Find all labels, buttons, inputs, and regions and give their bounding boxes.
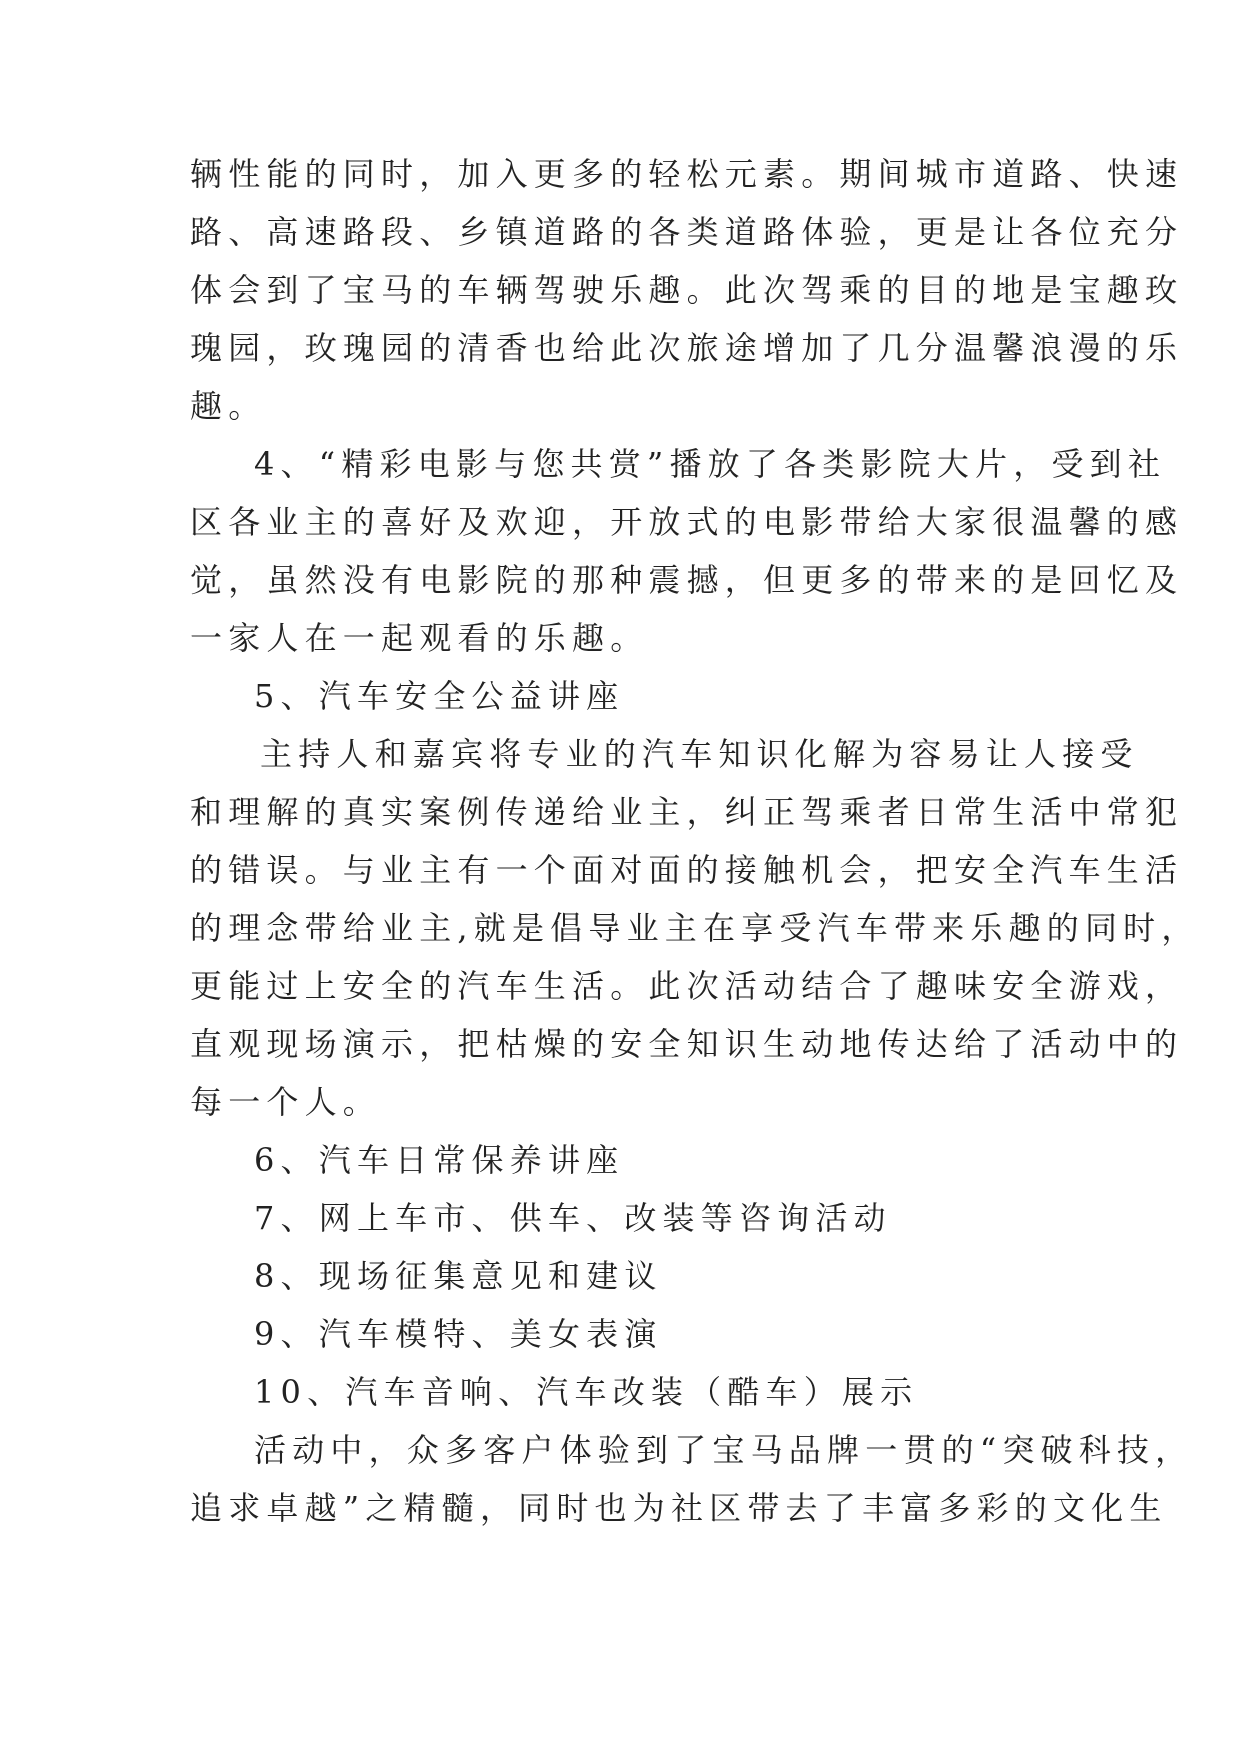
text-line: 体会到了宝马的车辆驾驶乐趣。此次驾乘的目的地是宝趣玫 — [190, 271, 1184, 309]
list-item-4: 4、“精彩电影与您共赏”播放了各类影院大片，受到社 — [254, 445, 1167, 483]
text-line: 瑰园，玫瑰园的清香也给此次旅途增加了几分温馨浪漫的乐 — [190, 329, 1184, 367]
text-line: 的理念带给业主,就是倡导业主在享受汽车带来乐趣的同时， — [190, 909, 1200, 947]
paragraph-start: 活动中，众多客户体验到了宝马品牌一贯的“突破科技， — [254, 1431, 1194, 1469]
text-line: 的错误。与业主有一个面对面的接触机会，把安全汽车生活 — [190, 851, 1184, 889]
list-item-8: 8、现场征集意见和建议 — [254, 1257, 663, 1295]
text-line: 追求卓越”之精髓，同时也为社区带去了丰富多彩的文化生 — [190, 1489, 1168, 1527]
text-line: 趣。 — [190, 387, 267, 425]
text-line: 和理解的真实案例传递给业主，纠正驾乘者日常生活中常犯 — [190, 793, 1184, 831]
text-line: 直观现场演示，把枯燥的安全知识生动地传达给了活动中的 — [190, 1025, 1184, 1063]
text-line: 每一个人。 — [190, 1083, 382, 1121]
text-line: 区各业主的喜好及欢迎，开放式的电影带给大家很温馨的感 — [190, 503, 1184, 541]
list-item-10: 10、汽车音响、汽车改装（酷车）展示 — [254, 1373, 919, 1411]
list-item-7: 7、网上车市、供车、改装等咨询活动 — [254, 1199, 892, 1237]
text-line: 一家人在一起观看的乐趣。 — [190, 619, 649, 657]
text-line: 更能过上安全的汽车生活。此次活动结合了趣味安全游戏， — [190, 967, 1184, 1005]
text-line: 觉，虽然没有电影院的那种震撼，但更多的带来的是回忆及 — [190, 561, 1184, 599]
text-line: 辆性能的同时，加入更多的轻松元素。期间城市道路、快速 — [190, 155, 1184, 193]
list-item-9: 9、汽车模特、美女表演 — [254, 1315, 663, 1353]
list-item-5: 5、汽车安全公益讲座 — [254, 677, 625, 715]
list-item-6: 6、汽车日常保养讲座 — [254, 1141, 625, 1179]
body-text — [190, 145, 1200, 1537]
text-line: 路、高速路段、乡镇道路的各类道路体验，更是让各位充分 — [190, 213, 1184, 251]
paragraph-start: 主持人和嘉宾将专业的汽车知识化解为容易让人接受 — [260, 735, 1139, 773]
